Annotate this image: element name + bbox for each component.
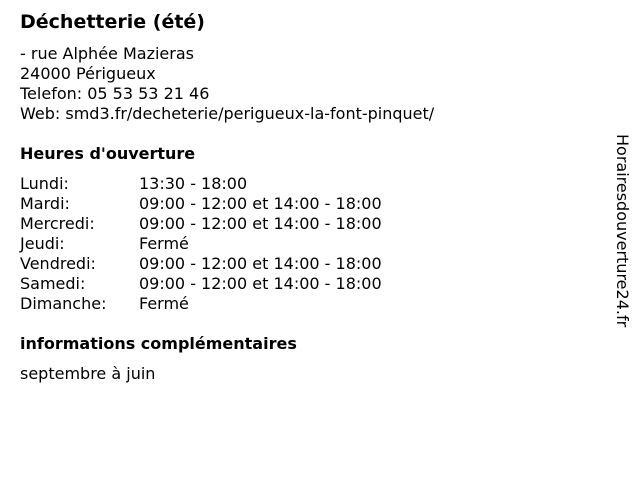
city-postcode: 24000 Périgueux [20,64,156,83]
page-title: Déchetterie (été) [20,11,205,33]
hours-value: 09:00 - 12:00 et 14:00 - 18:00 [139,194,382,213]
hours-row-saturday [20,274,382,294]
site-watermark: Horairesdouverture24.fr [613,134,632,328]
hours-row-friday [20,254,382,274]
additional-info-text: septembre à juin [20,364,156,383]
hours-value: Fermé [139,294,189,313]
opening-hours-table [20,174,382,314]
address-block [20,44,434,124]
web-line: Web: smd3.fr/decheterie/perigueux-la-font-pinquet/ [20,104,435,123]
hours-value: 09:00 - 12:00 et 14:00 - 18:00 [139,254,382,273]
additional-info-heading: informations complémentaires [20,334,297,353]
hours-value: 13:30 - 18:00 [139,174,248,193]
street-address: - rue Alphée Mazieras [20,44,194,63]
day-label: Mercredi: [20,214,95,233]
phone-line: Telefon: 05 53 53 21 46 [20,84,210,103]
day-label: Vendredi: [20,254,96,273]
opening-hours-heading: Heures d'ouverture [20,144,196,163]
hours-row-sunday [20,294,382,314]
day-label: Lundi: [20,174,69,193]
hours-value: 09:00 - 12:00 et 14:00 - 18:00 [139,274,382,293]
hours-row-thursday [20,234,382,254]
day-label: Jeudi: [20,234,65,253]
day-label: Samedi: [20,274,86,293]
day-label: Dimanche: [20,294,107,313]
day-label: Mardi: [20,194,70,213]
hours-row-wednesday [20,214,382,234]
hours-value: 09:00 - 12:00 et 14:00 - 18:00 [139,214,382,233]
hours-value: Fermé [139,234,189,253]
hours-row-tuesday [20,194,382,214]
hours-row-monday [20,174,382,194]
